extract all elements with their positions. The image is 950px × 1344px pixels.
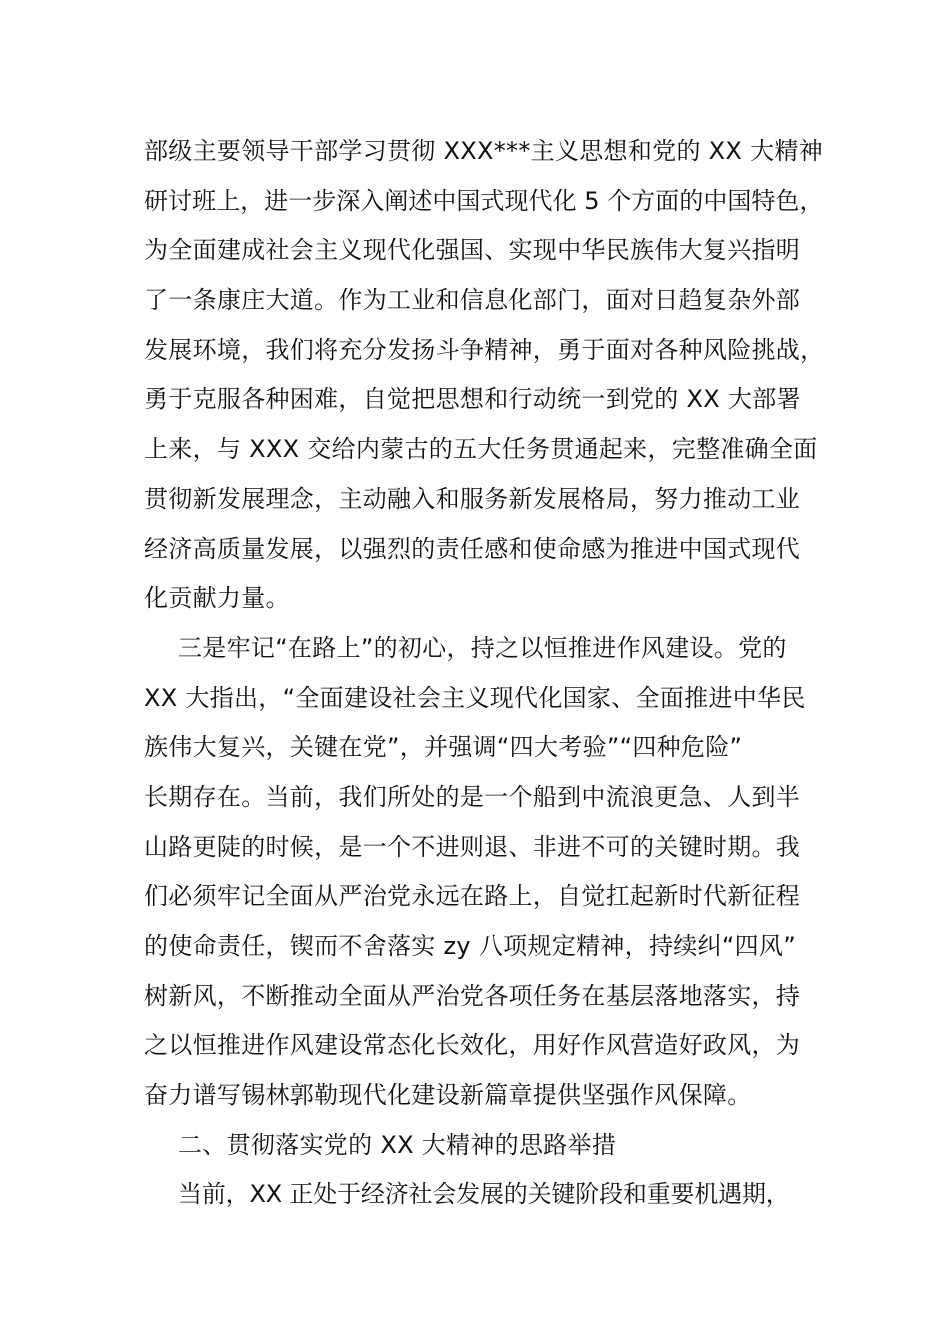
text-line: 的使命责任，锲而不舍落实 zy 八项规定精神，持续纠“四风” [144,932,796,960]
text-line: 化贡献力量。 [144,584,290,613]
document-body [144,127,824,1220]
text-line: 长期存在。当前，我们所处的是一个船到中流浪更急、人到半 [144,782,801,811]
text-line: XX 大指出，“全面建设社会主义现代化国家、全面推进中华民 [144,683,806,712]
text-line: 发展环境，我们将充分发扬斗争精神，勇于面对各种风险挑战， [144,335,825,364]
text-line: 当前，XX 正处于经济社会发展的关键阶段和重要机遇期， [178,1180,790,1209]
text-line: 奋力谱写锡林郭勒现代化建设新篇章提供坚强作风保障。 [144,1081,752,1110]
text-line: 山路更陡的时候，是一个不进则退、非进不可的关键时期。我 [144,832,801,861]
text-line: 为全面建成社会主义现代化强国、实现中华民族伟大复兴指明 [144,236,801,265]
text-line: 研讨班上，进一步深入阐述中国式现代化 5 个方面的中国特色， [144,186,824,215]
text-line: 部级主要领导干部学习贯彻 XXX***主义思想和党的 XX 大精神 [144,137,823,165]
text-line: 经济高质量发展，以强烈的责任感和使命感为推进中国式现代 [144,534,801,563]
text-line: 三是牢记“在路上”的初心，持之以恒推进作风建设。党的 [178,633,787,662]
text-line: 勇于克服各种困难，自觉把思想和行动统一到党的 XX 大部署 [144,385,801,414]
text-line: 贯彻新发展理念，主动融入和服务新发展格局，努力推动工业 [144,484,801,513]
text-line: 族伟大复兴，关键在党”，并强调“四大考验”“四种危险” [144,733,743,762]
text-line: 二、贯彻落实党的 XX 大精神的思路举措 [178,1130,617,1159]
text-line: 们必须牢记全面从严治党永远在路上，自觉扛起新时代新征程 [144,882,801,911]
text-line: 了一条康庄大道。作为工业和信息化部门，面对日趋复杂外部 [144,286,801,315]
text-line: 之以恒推进作风建设常态化长效化，用好作风营造好政风，为 [144,1031,801,1060]
text-line: 上来，与 XXX 交给内蒙古的五大任务贯通起来，完整准确全面 [144,435,818,464]
text-line: 树新风，不断推动全面从严治党各项任务在基层落地落实，持 [144,981,801,1010]
